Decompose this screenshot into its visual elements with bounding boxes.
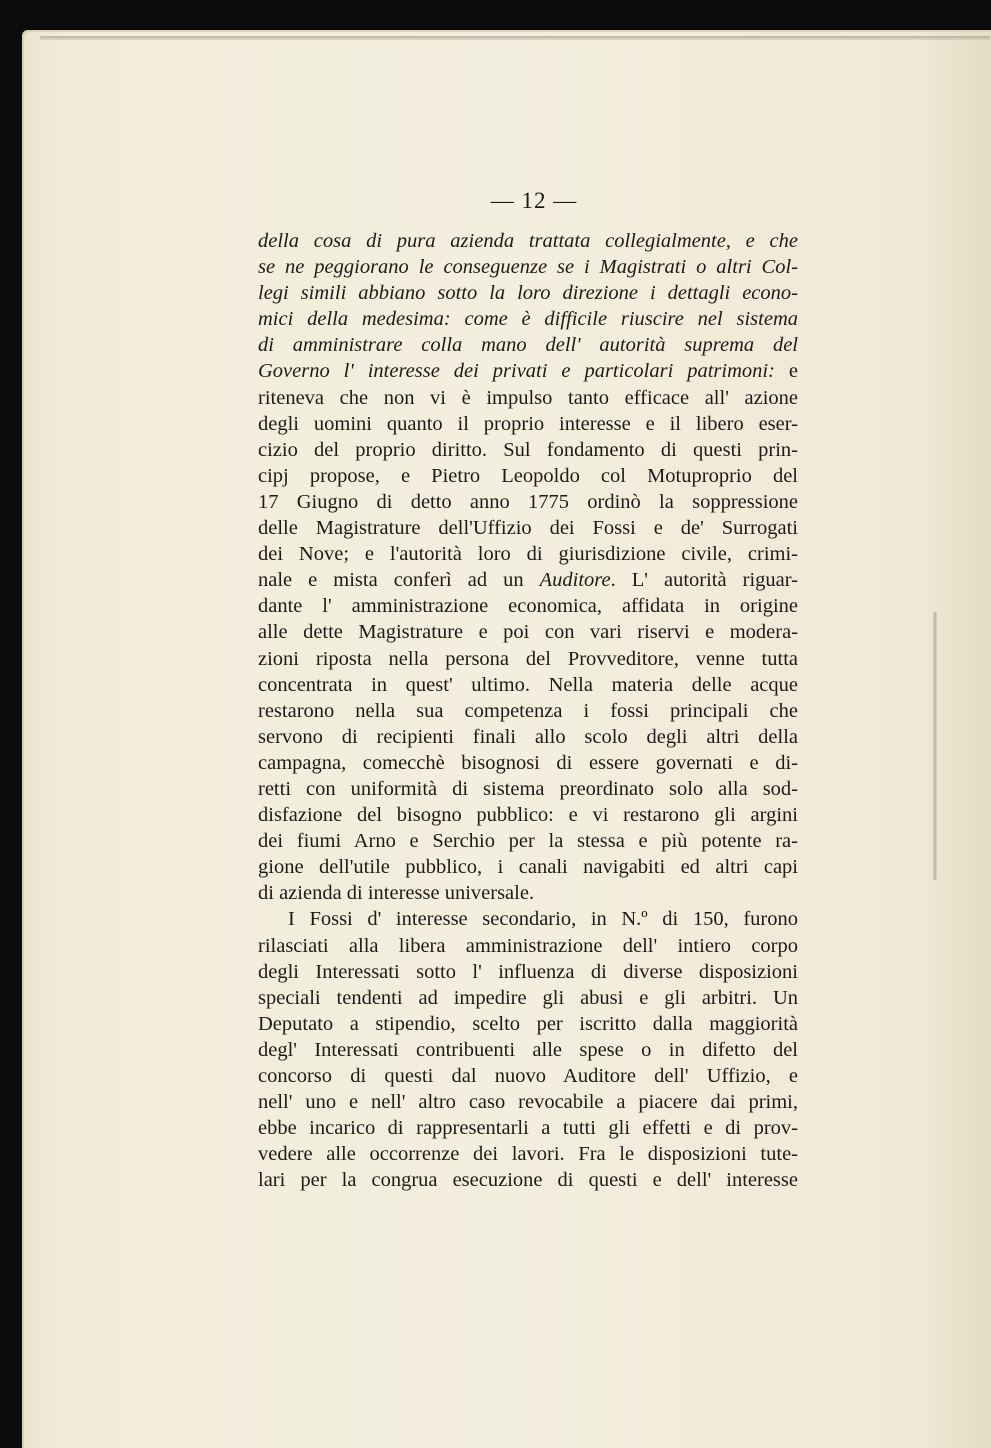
text-line: dei Nove; e l'autorità loro di giurisdizione civile, crimi-: [258, 543, 798, 566]
text-line: cizio del proprio diritto. Sul fondamento di questi prin-: [258, 438, 798, 461]
text-line: [258, 567, 798, 593]
text-line: della cosa di pura azienda trattata collegialmente, e che: [258, 230, 798, 252]
text-line: Deputato a stipendio, scelto per iscritto dalla maggiorità: [258, 1012, 798, 1035]
text-line: concentrata in quest' ultimo. Nella materia delle acque: [258, 673, 798, 696]
text-line: delle Magistrature dell'Uffizio dei Fossi e de' Surrogati: [258, 517, 798, 540]
text-line: alle dette Magistrature e poi con vari riservi e modera-: [258, 621, 798, 644]
text-segment: nale e mista conferì ad un: [258, 569, 540, 592]
text-line: 17 Giugno di detto anno 1775 ordinò la soppressione: [258, 490, 798, 513]
text-line: I Fossi d' interesse secondario, in N.º di 150, furono: [288, 908, 798, 931]
text-line: degl' Interessati contribuenti alle spese o in difetto del: [258, 1038, 798, 1061]
text-line: speciali tendenti ad impedire gli abusi e gli arbitri. Un: [258, 986, 798, 1009]
text-line: disfazione del bisogno pubblico: e vi restarono gli argini: [258, 804, 798, 827]
text-line: dei fiumi Arno e Serchio per la stessa e più potente ra-: [258, 830, 798, 853]
text-line: degli Interessati sotto l' influenza di diverse disposizioni: [258, 960, 798, 983]
text-line: retti con uniformità di sistema preordinato solo alla sod-: [258, 777, 798, 800]
paper-fold-mark: [933, 612, 937, 880]
text-line: restarono nella sua competenza i fossi principali che: [258, 699, 798, 722]
page-number: — 12 —: [490, 188, 578, 213]
text-line: ebbe incarico di rappresentarli a tutti gli effetti e di prov-: [258, 1117, 798, 1140]
paper-top-edge: [40, 36, 990, 40]
text-line: cipj propose, e Pietro Leopoldo col Motuproprio del: [258, 464, 798, 487]
text-line: servono di recipienti finali allo scolo degli altri della: [258, 725, 798, 748]
text-line: degli uomini quanto il proprio interesse e il libero eser-: [258, 412, 798, 435]
text-segment: Auditore: [539, 569, 611, 592]
text-line: zioni riposta nella persona del Provveditore, venne tutta: [258, 647, 798, 670]
text-line: campagna, comecchè bisognosi di essere governati e di-: [258, 751, 798, 774]
text-line: riteneva che non vi è impulso tanto efficace all' azione: [258, 386, 798, 409]
text-line: [258, 358, 798, 384]
text-line: dante l' amministrazione economica, affidata in origine: [258, 595, 798, 618]
text-line: concorso di questi dal nuovo Auditore dell' Uffizio, e: [258, 1065, 798, 1087]
body-text: [258, 228, 798, 1193]
text-line: nell' uno e nell' altro caso revocabile a piacere dai primi,: [258, 1091, 798, 1114]
text-line: legi simili abbiano sotto la loro direzione i dettagli econo-: [258, 282, 798, 305]
text-line: lari per la congrua esecuzione di questi e dell' interesse: [258, 1169, 798, 1192]
text-line: di azienda di interesse universale.: [258, 882, 535, 905]
text-line: rilasciati alla libera amministrazione dell' intiero corpo: [258, 934, 798, 957]
text-line: mici della medesima: come è difficile riuscire nel sistema: [258, 308, 798, 331]
text-line: gione dell'utile pubblico, i canali navigabiti ed altri capi: [258, 856, 798, 879]
text-segment: e: [774, 360, 798, 383]
text-segment: Governo l' interesse dei privati e particolari patrimoni:: [258, 360, 775, 383]
text-segment: . L' autorità riguar-: [610, 569, 798, 592]
text-line: se ne peggiorano le conseguenze se i Magistrati o altri Col-: [258, 256, 798, 279]
text-line: di amministrare colla mano dell' autorità suprema del: [258, 334, 798, 357]
text-line: vedere alle occorrenze dei lavori. Fra le disposizioni tute-: [258, 1143, 798, 1166]
